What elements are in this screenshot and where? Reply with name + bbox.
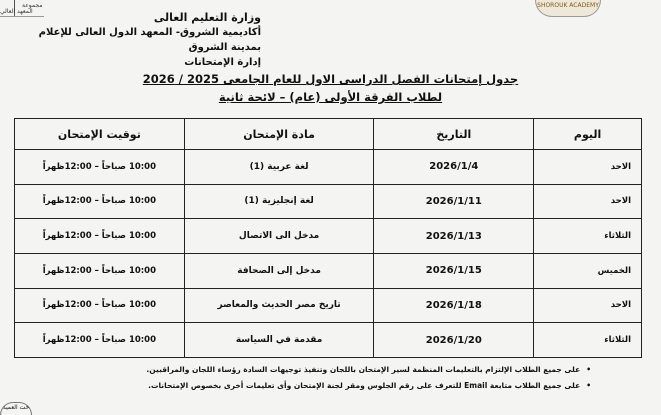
row-day: الثلاثاء: [534, 219, 642, 254]
row-subject: تاريخ مصر الحديث والمعاصر: [184, 288, 374, 323]
row-subject: مقدمة في السياسة: [184, 323, 374, 358]
row-day: الثلاثاء: [534, 323, 642, 358]
row-time: 10:00 صباحاً – 12:00ظهراً: [15, 253, 185, 288]
header-day: اليوم: [534, 119, 642, 150]
schedule-subtitle: لطلاب الفرقة الأولى (عام) – لائحة ثانية: [218, 90, 443, 104]
bullet-icon: •: [586, 365, 591, 374]
instructions: [31, 362, 591, 394]
academy-name: أكاديمية الشروق- المعهد الدول العالى للإعلام بمدينة الشروق: [38, 27, 261, 53]
table-row: [15, 219, 642, 254]
ministry-name: وزارة التعليم العالى: [153, 11, 261, 24]
department-name: إدارة الإمتحانات: [184, 57, 261, 68]
row-time: 10:00 صباحاً – 12:00ظهراً: [15, 323, 185, 358]
row-date: 2026/1/15: [374, 253, 534, 288]
row-time: 10:00 صباحاً – 12:00ظهراً: [15, 288, 185, 323]
table-row: [15, 253, 642, 288]
row-subject: مدخل إلى الصحافة: [184, 253, 374, 288]
row-time: 10:00 صباحاً – 12:00ظهراً: [15, 150, 185, 185]
table-row: [15, 288, 642, 323]
letterhead: [11, 10, 261, 70]
row-date: 2026/1/4: [374, 150, 534, 185]
row-date: 2026/1/13: [374, 219, 534, 254]
row-subject: لغة إنجليزية (1): [184, 184, 374, 219]
academy-logo: [535, 0, 601, 17]
instruction-text: على جميع الطلاب متابعة Email للتعرف على رقم الجلوس ومقر لجنة الإمتحان وأى تعليمات أخرى بخصوص الإمتحانات.: [148, 381, 581, 390]
table-header-row: [15, 119, 642, 150]
header-time: توقيت الإمتحان: [15, 119, 185, 150]
dean-signature: خت العميد: [0, 402, 32, 415]
row-date: 2026/1/20: [374, 323, 534, 358]
row-subject: مدخل الى الاتصال: [184, 219, 374, 254]
row-time: 10:00 صباحاً – 12:00ظهراً: [15, 184, 185, 219]
header-subject: مادة الإمتحان: [184, 119, 374, 150]
institute-logo-label-top: مجموعة: [22, 2, 43, 9]
header-date: التاريخ: [374, 119, 534, 150]
row-subject: لغة عربية (1): [184, 150, 374, 185]
instruction-item: [31, 362, 591, 378]
table-row: [15, 150, 642, 185]
table-row: [15, 323, 642, 358]
row-date: 2026/1/18: [374, 288, 534, 323]
instruction-text: على جميع الطلاب الإلتزام بالتعليمات المنظمة لسير الإمتحان باللجان وتنفيذ توجيهات السادة رؤساء اللجان والمراقبين.: [146, 365, 581, 374]
row-day: الاحد: [534, 184, 642, 219]
row-day: الاحد: [534, 288, 642, 323]
instruction-item: [31, 378, 591, 394]
table-row: [15, 184, 642, 219]
row-day: الخميس: [534, 253, 642, 288]
row-date: 2026/1/11: [374, 184, 534, 219]
row-day: الاحد: [534, 150, 642, 185]
row-time: 10:00 صباحاً – 12:00ظهراً: [15, 219, 185, 254]
schedule-title: جدول إمتحانات الفصل الدراسى الاول للعام الجامعى 2025 / 2026: [142, 72, 519, 86]
exam-schedule-table: [14, 118, 642, 358]
institute-logo-label-bottom: المعهد العالي: [0, 8, 33, 15]
academy-logo-text: SHOROUK ACADEMY: [537, 2, 599, 9]
bullet-icon: •: [586, 381, 591, 390]
